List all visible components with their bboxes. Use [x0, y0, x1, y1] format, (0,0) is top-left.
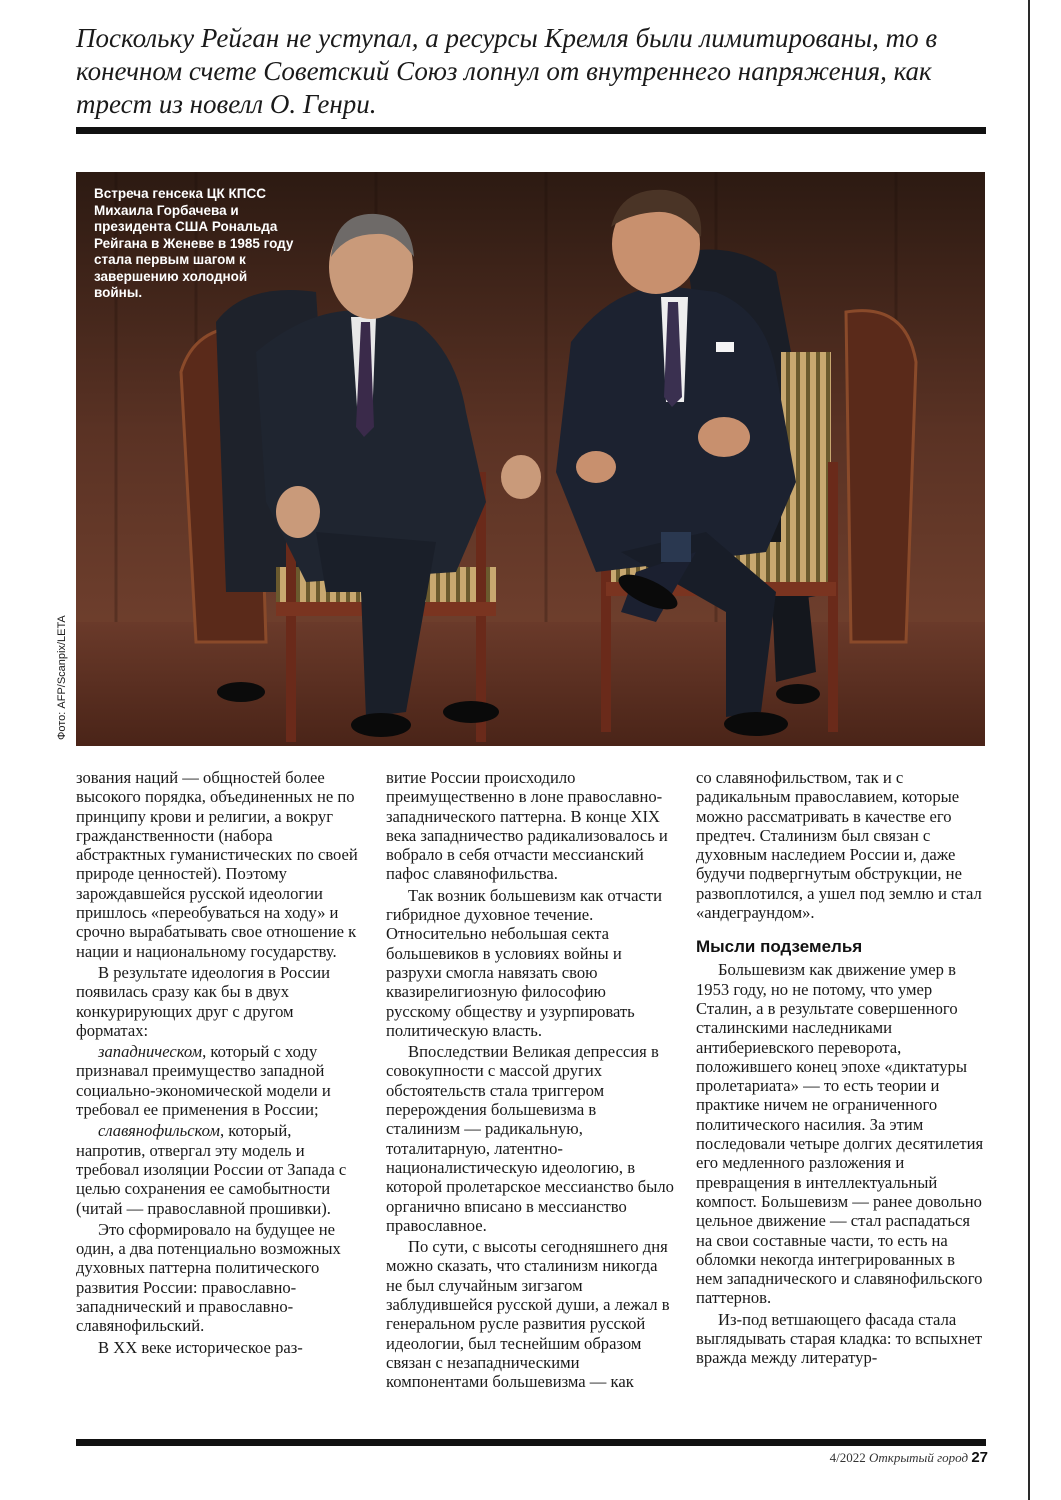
paragraph: По сути, с высоты сегодняшнего дня можно сказать, что сталинизм никогда не был случайным зигзагом заблудившейся русской души, а лежал в генеральном русле развития русской идеологии, был теснейшим образом связан с незападническими компонентами большевизма — как [386, 1237, 670, 1392]
photo-credit: Фото: AFP/Scanpix/LETA [56, 615, 68, 740]
issue-number: 4/2022 [829, 1450, 866, 1465]
paragraph: В результате идеология в России появилась сразу как бы в двух конкурирующих друг с другом форматах: [76, 962, 331, 1040]
pull-quote: Поскольку Рейган не уступал, а ресурсы Кремля были лимитированы, то в конечном счете Советский Союз лопнул от внутреннего напряжения, как трест из новелл О. Генри. [76, 23, 938, 119]
page-number: 27 [971, 1449, 988, 1466]
paragraph: западническом, который с ходу признавал преимущество западной социально-экономической модели и требовал ее применения в России; [76, 1042, 331, 1120]
emphasis-term: западническом [98, 1042, 203, 1062]
text-column-1 [76, 768, 364, 1357]
paragraph: Большевизм как движение умер в 1953 году, но не потому, что умер Сталин, а в результате совершенного сталинскими наследниками антибериевского переворота, положившего конец эпохе «диктатуры пролетариата» — то есть теории и практике ничем не ограниченного политического насилия. За этим последовали четыре долгих десятилетия его медленного разложения и превращения в интеллектуальный компост. Большевизм — ранее довольно цельное движение — стал распадаться на свои составные части, то есть на обломки некогда интегрированных в нем западнического и славянофильского паттернов. [696, 960, 984, 1308]
emphasis-term: славянофильском [98, 1121, 220, 1141]
text-column-3 [696, 768, 984, 1368]
page-edge-line [1028, 0, 1030, 1500]
page-footer [760, 1450, 988, 1466]
bottom-rule [76, 1439, 986, 1446]
paragraph: витие России происходило преимущественно в лоне православно-западнического паттерна. В конце XIX века западничество радикализовалось и вобрало в себя отчасти мессианский пафос славянофильства. [386, 768, 668, 884]
paragraph: В XX веке историческое раз- [98, 1337, 303, 1357]
paragraph: зования наций — общностей более высокого порядка, объединенных не по принципу крови и религии, а вокруг гражданственности (набора абстрактных гуманистических по своей природе ценностей). Поэтому зарождавшейся русской идеологии пришлось «переобуваться на ходу» и срочно вырабатывать свое отношение к нации и национальному государству. [76, 768, 358, 961]
paragraph: со славянофильством, так и с радикальным православием, которые можно рассматривать в качестве его предтеч. Сталинизм был связан с духовным наследием России и, даже будучи подвергнутым обструкции, не развоплотился, а ушел под землю и стал «андеграундом». [696, 768, 982, 923]
magazine-name: Открытый город [868, 1450, 969, 1465]
text-column-2 [386, 768, 674, 1392]
paragraph: Впоследствии Великая депрессия в совокупности с массой других обстоятельств стала триггером перерождения большевизма в сталинизм — радикальную, тоталитарную, латентно-националистическую идеологию, в которой пролетарское мессианство было органично вписано в мессианство православное. [386, 1042, 674, 1235]
section-subheading: Мысли подземелья [696, 937, 863, 957]
paragraph: славянофильском, который, напротив, отвергал эту модель и требовал изоляции России от Запада с целью сохранения ее самобытности (читай — православной прошивки). [76, 1121, 347, 1218]
paragraph: Это сформировало на будущее не один, а два потенциально возможных духовных паттерна политического развития России: православно-западнический и православно-славянофильский. [76, 1219, 341, 1336]
top-rule [76, 127, 986, 134]
paragraph: Так возник большевизм как отчасти гибридное духовное течение. Относительно небольшая секта большевиков в условиях войны и разрухи смогла навязать свою квазирелигиозную философию русскому обществу и узурпировать политическую власть. [386, 885, 662, 1040]
paragraph: Из-под ветшающего фасада стала выглядывать старая кладка: то вспыхнет вражда между литератур- [696, 1309, 983, 1368]
photo-caption: Встреча генсека ЦК КПСС Михаила Горбачева и президента США Рональда Рейгана в Женеве в 1985 году стала первым шагом к завершению холодной войны. [94, 186, 294, 300]
